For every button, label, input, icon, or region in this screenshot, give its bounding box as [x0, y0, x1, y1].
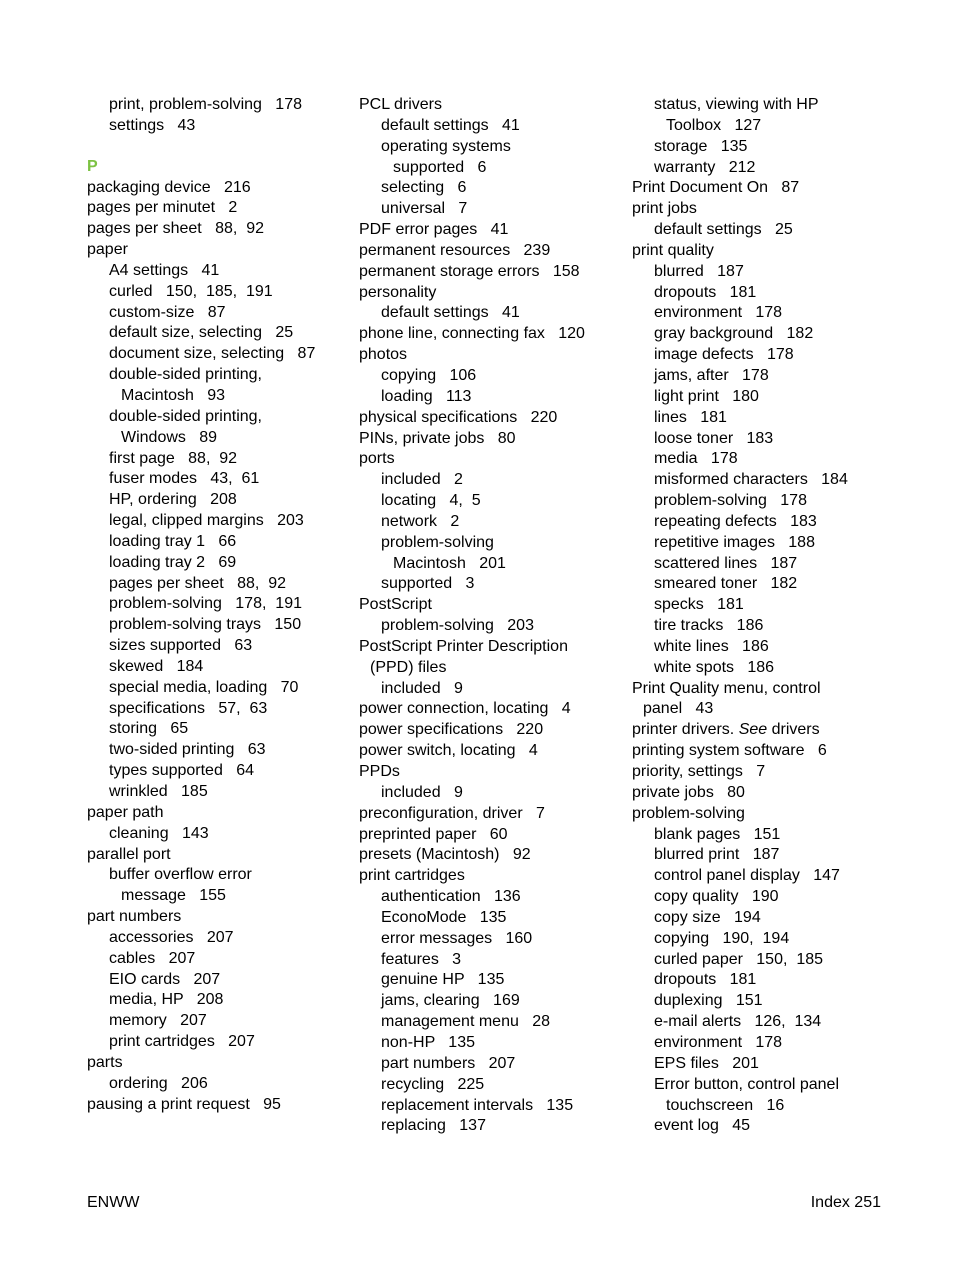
index-subentry: problem-solving 178, 191 [109, 595, 302, 613]
index-column-2 [359, 95, 621, 1137]
index-entry: problem-solving [632, 804, 745, 822]
index-entry: paper [87, 241, 128, 259]
index-entry: permanent storage errors 158 [359, 262, 580, 280]
index-entry: power specifications 220 [359, 721, 544, 739]
index-subentry: e-mail alerts 126, 134 [654, 1013, 822, 1031]
index-subentry: blurred print 187 [654, 846, 780, 864]
section-gap [87, 137, 349, 157]
index-subentry: non-HP 135 [381, 1033, 475, 1051]
index-entry: paper path [87, 803, 164, 821]
index-subentry: first page 88, 92 [109, 449, 238, 467]
index-subentry: problem-solving trays 150 [109, 616, 302, 634]
index-entry: print jobs [632, 200, 697, 218]
index-entry-text: printer drivers. [632, 721, 739, 739]
index-subentry: custom-size 87 [109, 303, 226, 321]
index-subentry: universal 7 [381, 200, 468, 218]
index-subentry: genuine HP 135 [381, 971, 505, 989]
index-subentry: supported 3 [381, 575, 475, 593]
see-target: drivers [767, 721, 820, 739]
index-subentry: wrinkled 185 [109, 783, 208, 800]
index-subentry: supported 6 [393, 158, 487, 176]
index-entry: PostScript Printer Description [359, 637, 568, 655]
index-subentry: specifications 57, 63 [109, 699, 268, 717]
index-subentry: pages per sheet 88, 92 [109, 574, 287, 592]
index-subentry: replacement intervals 135 [381, 1096, 574, 1114]
index-entry: power connection, locating 4 [359, 700, 571, 718]
index-subentry: blank pages 151 [654, 825, 781, 843]
index-subentry: network 2 [381, 512, 460, 530]
index-subentry: cables 207 [109, 949, 196, 967]
index-subentry: Windows 89 [121, 428, 218, 446]
index-subentry: operating systems [381, 137, 511, 155]
index-subentry: error messages 160 [381, 929, 533, 947]
index-subentry: EPS files 201 [654, 1054, 759, 1072]
index-subentry: ordering 206 [109, 1074, 208, 1092]
index-entry: print quality [632, 241, 714, 259]
index-entry: parts [87, 1053, 123, 1071]
index-subentry: problem-solving 203 [381, 617, 534, 635]
index-subentry: locating 4, 5 [381, 492, 481, 510]
index-column-3 [632, 95, 894, 1137]
index-subentry: A4 settings 41 [109, 261, 220, 279]
index-subentry: environment 178 [654, 304, 783, 322]
index-subentry: document size, selecting 87 [109, 345, 316, 363]
index-subentry: EconoMode 135 [381, 908, 507, 926]
index-subentry: environment 178 [654, 1033, 783, 1051]
index-subentry: fuser modes 43, 61 [109, 470, 260, 488]
index-subentry: jams, after 178 [654, 366, 769, 384]
index-subentry: double-sided printing, [109, 366, 262, 384]
index-entry: packaging device 216 [87, 178, 251, 196]
index-entry: presets (Macintosh) 92 [359, 846, 531, 864]
index-entry: physical specifications 220 [359, 408, 558, 426]
index-subentry: media 178 [654, 450, 738, 468]
index-subentry: light print 180 [654, 387, 759, 405]
index-subentry: white spots 186 [654, 658, 775, 676]
index-entry: parallel port [87, 845, 171, 863]
index-entry: private jobs 80 [632, 783, 745, 801]
index-entry: phone line, connecting fax 120 [359, 325, 585, 343]
index-subentry: included 9 [381, 679, 463, 697]
index-subentry: curled 150, 185, 191 [109, 282, 273, 300]
index-subentry: memory 207 [109, 1012, 207, 1030]
index-subentry: included 2 [381, 471, 463, 489]
index-subentry: replacing 137 [381, 1117, 486, 1135]
index-subentry: special media, loading 70 [109, 678, 299, 696]
index-entry: preprinted paper 60 [359, 825, 508, 843]
index-subentry: blurred 187 [654, 262, 744, 280]
index-subentry: types supported 64 [109, 762, 254, 780]
index-subentry: Macintosh 201 [393, 554, 506, 572]
index-subentry: HP, ordering 208 [109, 491, 237, 509]
index-entry: ports [359, 450, 395, 468]
index-subentry: jams, clearing 169 [381, 992, 520, 1010]
index-subentry: part numbers 207 [381, 1054, 516, 1072]
index-subentry: management menu 28 [381, 1013, 550, 1031]
index-subentry: copy quality 190 [654, 888, 779, 906]
index-entry: PostScript [359, 596, 432, 614]
index-subentry: Toolbox 127 [666, 116, 762, 134]
index-subentry: control panel display 147 [654, 867, 840, 885]
index-subentry: Error button, control panel [654, 1075, 839, 1093]
index-subentry: misformed characters 184 [654, 471, 848, 489]
index-column-1 [87, 95, 349, 1116]
section-letter: P [87, 157, 98, 175]
index-entry: PPDs [359, 763, 400, 780]
index-subentry: selecting 6 [381, 179, 467, 197]
index-entry: part numbers [87, 908, 182, 926]
index-entry: priority, settings 7 [632, 763, 766, 780]
index-entry: photos [359, 346, 408, 364]
index-subentry: sizes supported 63 [109, 637, 253, 655]
index-entry: permanent resources 239 [359, 241, 551, 259]
index-entry: Print Document On 87 [632, 179, 800, 197]
index-entry: print cartridges [359, 867, 465, 885]
index-subentry: status, viewing with HP [654, 96, 819, 113]
index-subentry: legal, clipped margins 203 [109, 512, 304, 530]
index-subentry: storing 65 [109, 720, 189, 738]
index-subentry: scattered lines 187 [654, 554, 798, 572]
index-subentry: problem-solving 178 [654, 492, 807, 510]
index-subentry: lines 181 [654, 408, 727, 426]
index-entry: personality [359, 283, 437, 301]
index-subentry: repeating defects 183 [654, 512, 817, 530]
index-subentry: print cartridges 207 [109, 1033, 255, 1051]
index-subentry: Macintosh 93 [121, 386, 226, 404]
index-subentry: duplexing 151 [654, 992, 763, 1010]
index-entry: PCL drivers [359, 96, 442, 113]
index-entry: pages per sheet 88, 92 [87, 220, 265, 238]
index-subentry: copying 106 [381, 366, 477, 384]
index-subentry: image defects 178 [654, 346, 794, 364]
index-subentry: event log 45 [654, 1117, 751, 1135]
index-subentry: cleaning 143 [109, 824, 209, 842]
index-entry: PINs, private jobs 80 [359, 429, 516, 447]
index-subentry: media, HP 208 [109, 991, 224, 1009]
index-subentry: touchscreen 16 [666, 1096, 785, 1114]
index-subentry: settings 43 [109, 116, 196, 134]
index-subentry: print, problem-solving 178 [109, 96, 302, 113]
index-entry: Print Quality menu, control [632, 679, 821, 697]
index-subentry: authentication 136 [381, 888, 521, 906]
index-subentry: smeared toner 182 [654, 575, 798, 593]
index-entry [632, 720, 894, 741]
index-entry: PDF error pages 41 [359, 221, 509, 239]
index-entry: pages per minutet 2 [87, 199, 238, 217]
index-subentry: features 3 [381, 950, 462, 968]
index-subentry: two-sided printing 63 [109, 741, 266, 759]
index-entry: power switch, locating 4 [359, 742, 538, 760]
index-subentry: loading tray 1 66 [109, 532, 237, 550]
index-subentry: loading tray 2 69 [109, 553, 237, 571]
index-subentry: copy size 194 [654, 908, 761, 926]
index-subentry: skewed 184 [109, 657, 204, 675]
index-subentry: loose toner 183 [654, 429, 774, 447]
footer-left: ENWW [87, 1194, 140, 1211]
index-subentry: repetitive images 188 [654, 533, 815, 551]
index-subentry: copying 190, 194 [654, 929, 790, 947]
index-subentry: default settings 41 [381, 116, 520, 134]
index-subentry: warranty 212 [654, 158, 756, 176]
index-entry: printing system software 6 [632, 742, 827, 760]
index-subentry: white lines 186 [654, 637, 769, 655]
index-subentry: message 155 [121, 887, 226, 905]
index-subentry: EIO cards 207 [109, 970, 221, 988]
index-subentry: (PPD) files [370, 658, 447, 676]
index-subentry: problem-solving [381, 533, 494, 551]
index-subentry: buffer overflow error [109, 866, 252, 884]
index-subentry: specks 181 [654, 596, 744, 614]
index-entry: preconfiguration, driver 7 [359, 804, 545, 822]
footer-right: Index 251 [810, 1194, 881, 1211]
index-subentry: gray background 182 [654, 325, 814, 343]
index-subentry: included 9 [381, 783, 463, 801]
index-subentry: tire tracks 186 [654, 617, 764, 635]
index-subentry: recycling 225 [381, 1075, 485, 1093]
index-subentry: default settings 41 [381, 304, 520, 322]
index-subentry: panel 43 [643, 700, 714, 718]
index-subentry: accessories 207 [109, 928, 234, 946]
index-subentry: double-sided printing, [109, 407, 262, 425]
index-subentry: default settings 25 [654, 221, 793, 239]
index-entry: pausing a print request 95 [87, 1095, 281, 1113]
see-reference: See [738, 721, 768, 739]
index-subentry: loading 113 [381, 387, 472, 405]
index-subentry: dropouts 181 [654, 971, 757, 989]
index-subentry: default size, selecting 25 [109, 324, 294, 342]
index-subentry: curled paper 150, 185 [654, 950, 824, 968]
index-subentry: dropouts 181 [654, 283, 757, 301]
index-subentry: storage 135 [654, 137, 748, 155]
